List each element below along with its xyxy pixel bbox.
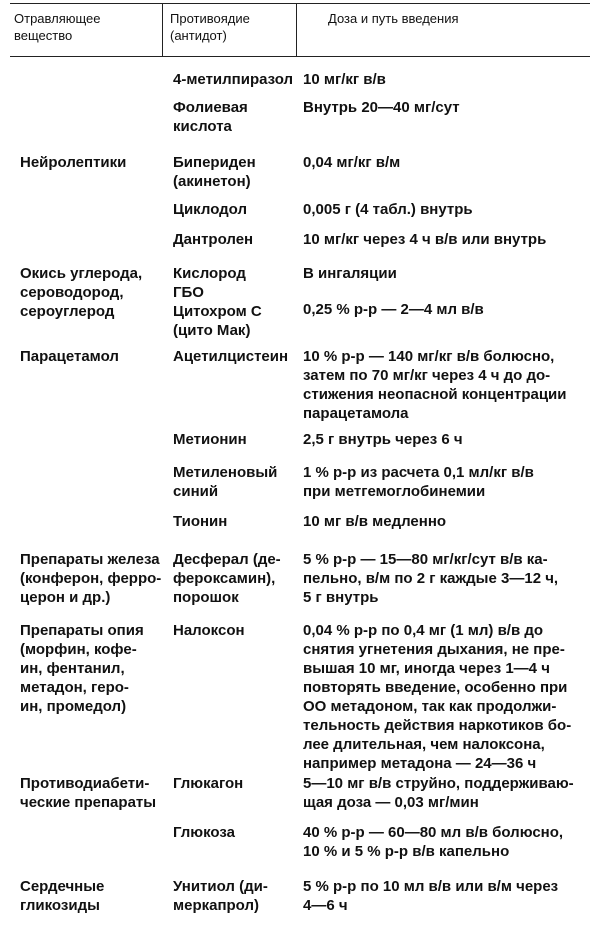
antidote-cell: Тионин <box>173 513 228 530</box>
dose-cell: 10 мг/кг через 4 ч в/в или внутрь <box>303 231 547 248</box>
dose-cell: 5 % р-р — 15—80 мг/кг/сут в/в ка- пельно, в/м по 2 г каждые 3—12 ч, 5 г внутрь <box>303 551 559 606</box>
dose-cell: 5 % р-р по 10 мл в/в или в/м через 4—6 ч <box>303 878 559 914</box>
header-antidote: Противоядие (антидот) <box>170 11 250 43</box>
antidote-cell: Бипериден (акинетон) <box>173 154 256 190</box>
dose-cell: 0,005 г (4 табл.) внутрь <box>303 201 473 218</box>
antidote-cell: Глюкоза <box>173 824 235 841</box>
antidote-cell: Налоксон <box>173 622 245 639</box>
dose-cell: 10 % р-р — 140 мг/кг в/в болюсно, затем по 70 мг/кг через 4 ч до до- стижения неопасной концентрации парацетамола <box>303 348 567 422</box>
header-dose: Доза и путь введения <box>328 11 459 26</box>
dose-cell: 1 % р-р из расчета 0,1 мл/кг в/в при метгемоглобинемии <box>303 464 534 500</box>
header-column-divider <box>296 3 297 56</box>
dose-cell: 5—10 мг в/в струйно, поддерживаю- щая доза — 0,03 мг/мин <box>303 775 574 811</box>
poison-cell: Парацетамол <box>20 348 119 365</box>
antidote-cell: Кислород ГБО Цитохром С (цито Мак) <box>173 265 262 339</box>
antidote-cell: Глюкагон <box>173 775 244 792</box>
poison-cell: Сердечные гликозиды <box>20 878 105 914</box>
poison-cell: Окись углерода, сероводород, сероуглерод <box>20 265 143 320</box>
poison-cell: Препараты опия (морфин, кофе- ин, фентанил, метадон, геро- ин, промедол) <box>20 622 144 715</box>
antidote-cell: Циклодол <box>173 201 248 218</box>
antidote-cell: Метиленовый синий <box>173 464 278 500</box>
dose-cell: 2,5 г внутрь через 6 ч <box>303 431 463 448</box>
antidote-cell: 4-метилпиразол <box>173 71 294 88</box>
poison-cell: Противодиабети- ческие препараты <box>20 775 157 811</box>
dose-cell: 0,04 % р-р по 0,4 мг (1 мл) в/в до снятия угнетения дыхания, не пре- вышая 10 мг, иногда через 1—4 ч повторять введение, особенно при ОО метадоном, так как продолжи- тельность действия наркотиков бо- лее длительная, чем налоксона, например метадона — 24—36 ч <box>303 622 572 772</box>
antidote-cell: Десферал (де- фероксамин), порошок <box>173 551 281 606</box>
header-poison: Отравляющее вещество <box>14 11 101 43</box>
header-column-divider <box>162 3 163 56</box>
header-top-rule <box>10 3 590 4</box>
header-bottom-rule <box>10 56 590 57</box>
dose-cell: 0,25 % р-р — 2—4 мл в/в <box>303 301 484 318</box>
antidote-cell: Фолиевая кислота <box>173 99 248 135</box>
dose-cell: 10 мг/кг в/в <box>303 71 386 88</box>
dose-cell: 40 % р-р — 60—80 мл в/в болюсно, 10 % и 5 % р-р в/в капельно <box>303 824 564 860</box>
antidote-cell: Ацетилцистеин <box>173 348 289 365</box>
poison-cell: Препараты железа (конферон, ферро- церон и др.) <box>20 551 162 606</box>
poison-cell: Нейролептики <box>20 154 127 171</box>
antidote-cell: Дантролен <box>173 231 254 248</box>
antidote-cell: Метионин <box>173 431 247 448</box>
dose-cell: 0,04 мг/кг в/м <box>303 154 401 171</box>
dose-cell: 10 мг в/в медленно <box>303 513 447 530</box>
dose-cell: В ингаляции <box>303 265 397 282</box>
dose-cell: Внутрь 20—40 мг/сут <box>303 99 460 116</box>
antidote-cell: Унитиол (ди- меркапрол) <box>173 878 268 914</box>
